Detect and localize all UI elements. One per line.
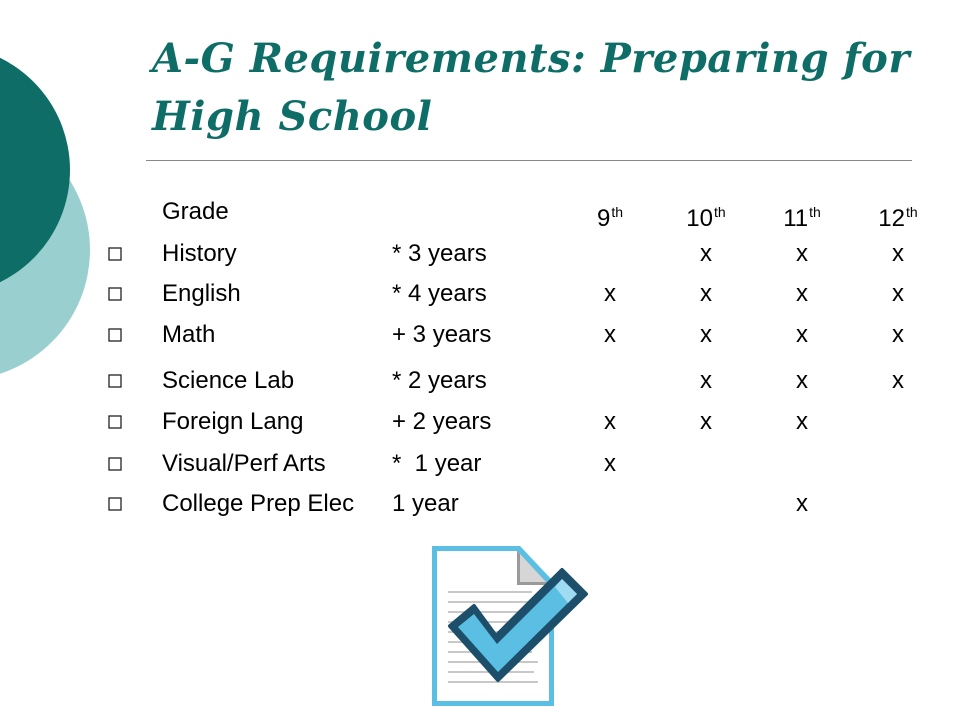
document-checkmark-icon <box>428 540 598 710</box>
subject-requirement: * 3 years <box>392 240 487 267</box>
grade-12-ordinal: th <box>906 204 918 220</box>
grade-9-mark: x <box>604 321 616 348</box>
grade-header-row <box>0 196 960 232</box>
subject-name: Math <box>162 321 216 348</box>
grade-10-number: 10 <box>686 205 713 232</box>
square-bullet-icon <box>104 448 126 480</box>
subject-name: College Prep Elec <box>162 490 355 517</box>
grade-12-mark: x <box>892 240 904 267</box>
grade-11-mark: x <box>796 321 808 348</box>
subject-requirement: + 2 years <box>392 408 492 435</box>
grade-12-mark: x <box>892 321 904 348</box>
square-bullet-icon <box>104 278 126 310</box>
subject-row-science-lab <box>0 365 960 397</box>
grade-10-header <box>676 196 736 235</box>
subject-name: Science Lab <box>162 367 295 394</box>
slide-title: A-G Requirements: Preparing for High School <box>152 35 910 140</box>
grade-11-number: 11 <box>783 205 809 232</box>
grade-11-mark: x <box>796 240 808 267</box>
grade-10-mark: x <box>700 367 712 394</box>
subject-name: Foreign Lang <box>162 408 304 435</box>
grade-12-header <box>868 196 928 235</box>
grade-10-mark: x <box>700 408 712 435</box>
grade-12-mark: x <box>892 280 904 307</box>
subject-row-history <box>0 238 960 270</box>
subject-name: English <box>162 280 241 307</box>
subject-requirement: * 4 years <box>392 280 487 307</box>
square-bullet-icon <box>104 365 126 397</box>
subject-requirement: * 1 year <box>392 450 482 477</box>
subject-row-english <box>0 278 960 310</box>
subject-requirement: + 3 years <box>392 321 492 348</box>
grade-9-number: 9 <box>596 205 611 232</box>
subject-row-visual-perf-arts <box>0 448 960 480</box>
square-bullet-icon <box>104 406 126 438</box>
grade-9-ordinal: th <box>611 204 624 220</box>
grade-9-mark: x <box>604 280 616 307</box>
grade-11-header <box>772 196 832 235</box>
grade-11-mark: x <box>796 408 808 435</box>
grade-11-ordinal: th <box>809 204 821 220</box>
square-bullet-icon <box>104 319 126 351</box>
grade-11-mark: x <box>796 280 808 307</box>
grade-10-mark: x <box>700 280 712 307</box>
subject-requirement: * 2 years <box>392 367 487 394</box>
grade-9-mark: x <box>604 408 616 435</box>
square-bullet-icon <box>104 488 126 520</box>
grade-10-mark: x <box>700 321 712 348</box>
grade-9-header <box>580 196 640 235</box>
subject-name: History <box>162 240 237 267</box>
grade-11-mark: x <box>796 490 808 517</box>
square-bullet-icon <box>104 238 126 270</box>
grade-10-ordinal: th <box>714 204 726 220</box>
subject-requirement: 1 year <box>392 490 459 517</box>
grade-11-mark: x <box>796 367 808 394</box>
subject-name: Visual/Perf Arts <box>162 450 326 477</box>
grade-12-number: 12 <box>878 205 905 232</box>
grade-10-mark: x <box>700 240 712 267</box>
subject-row-college-prep-elec <box>0 488 960 520</box>
subject-row-math <box>0 319 960 351</box>
grade-12-mark: x <box>892 367 904 394</box>
grade-9-mark: x <box>604 450 616 477</box>
subject-row-foreign-lang <box>0 406 960 438</box>
grade-label: Grade <box>162 198 229 225</box>
